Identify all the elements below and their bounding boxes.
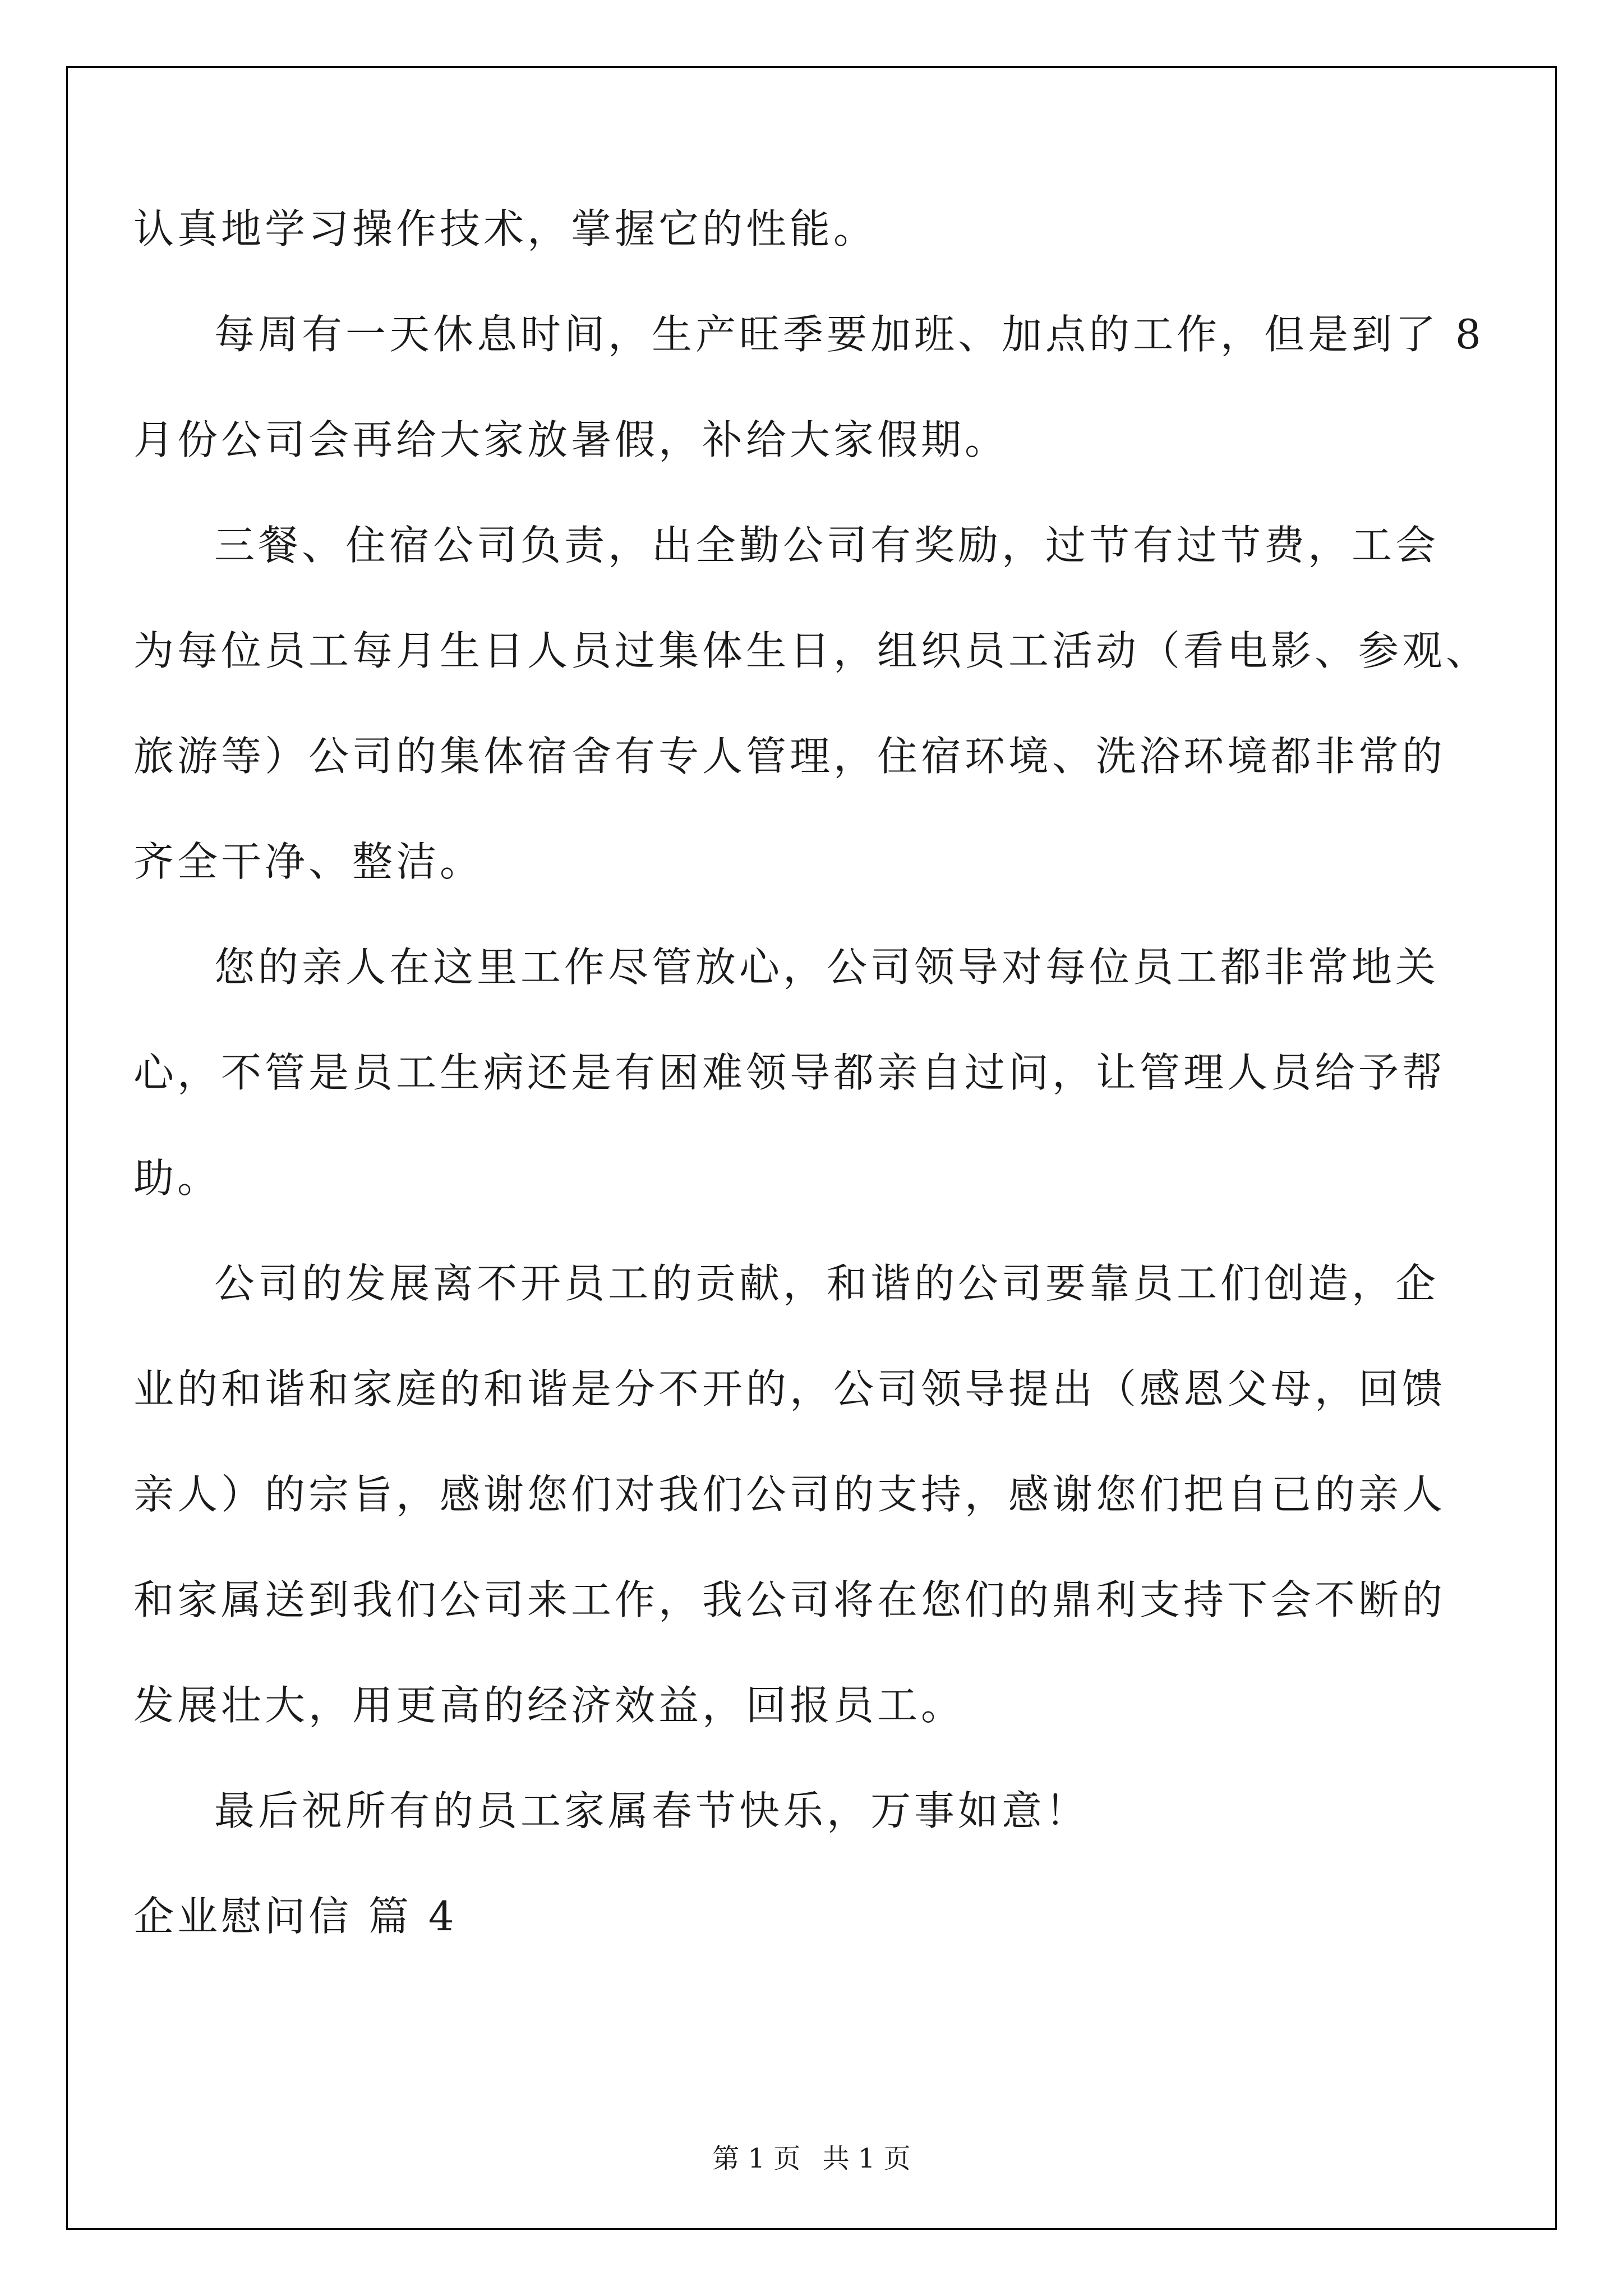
section-heading: 企业慰问信 篇 4	[133, 1893, 458, 1940]
text-line: 公司的发展离不开员工的贡献，和谐的公司要靠员工们创造，企	[214, 1260, 1440, 1307]
text-line: 每周有一天休息时间，生产旺季要加班、加点的工作，但是到了 8	[214, 311, 1484, 358]
page-total: 共 1 页	[822, 2143, 911, 2174]
text-line: 旅游等）公司的集体宿舍有专人管理，住宿环境、洗浴环境都非常的	[133, 733, 1446, 780]
text-line: 亲人）的宗旨，感谢您们对我们公司的支持，感谢您们把自已的亲人	[133, 1471, 1446, 1518]
page-footer	[0, 2142, 1623, 2175]
text-line: 认真地学习操作技术，掌握它的性能。	[133, 205, 878, 252]
text-line: 月份公司会再给大家放暑假，补给大家假期。	[133, 416, 1009, 463]
text-line: 齐全干净、整洁。	[133, 838, 484, 885]
text-line: 发展壮大，用更高的经济效益，回报员工。	[133, 1682, 965, 1729]
text-line: 和家属送到我们公司来工作，我公司将在您们的鼎利支持下会不断的	[133, 1576, 1446, 1623]
text-line: 您的亲人在这里工作尽管放心，公司领导对每位员工都非常地关	[214, 944, 1440, 991]
text-line: 业的和谐和家庭的和谐是分不开的，公司领导提出（感恩父母，回馈	[133, 1365, 1446, 1412]
text-line: 心，不管是员工生病还是有困难领导都亲自过问，让管理人员给予帮	[133, 1049, 1446, 1096]
text-line: 最后祝所有的员工家属春节快乐，万事如意！	[214, 1787, 1090, 1834]
page-number: 第 1 页	[712, 2143, 801, 2174]
text-line: 三餐、住宿公司负责，出全勤公司有奖励，过节有过节费，工会	[214, 522, 1440, 569]
text-line: 助。	[133, 1154, 222, 1202]
text-line: 为每位员工每月生日人员过集体生日，组织员工活动（看电影、参观、	[133, 627, 1490, 674]
